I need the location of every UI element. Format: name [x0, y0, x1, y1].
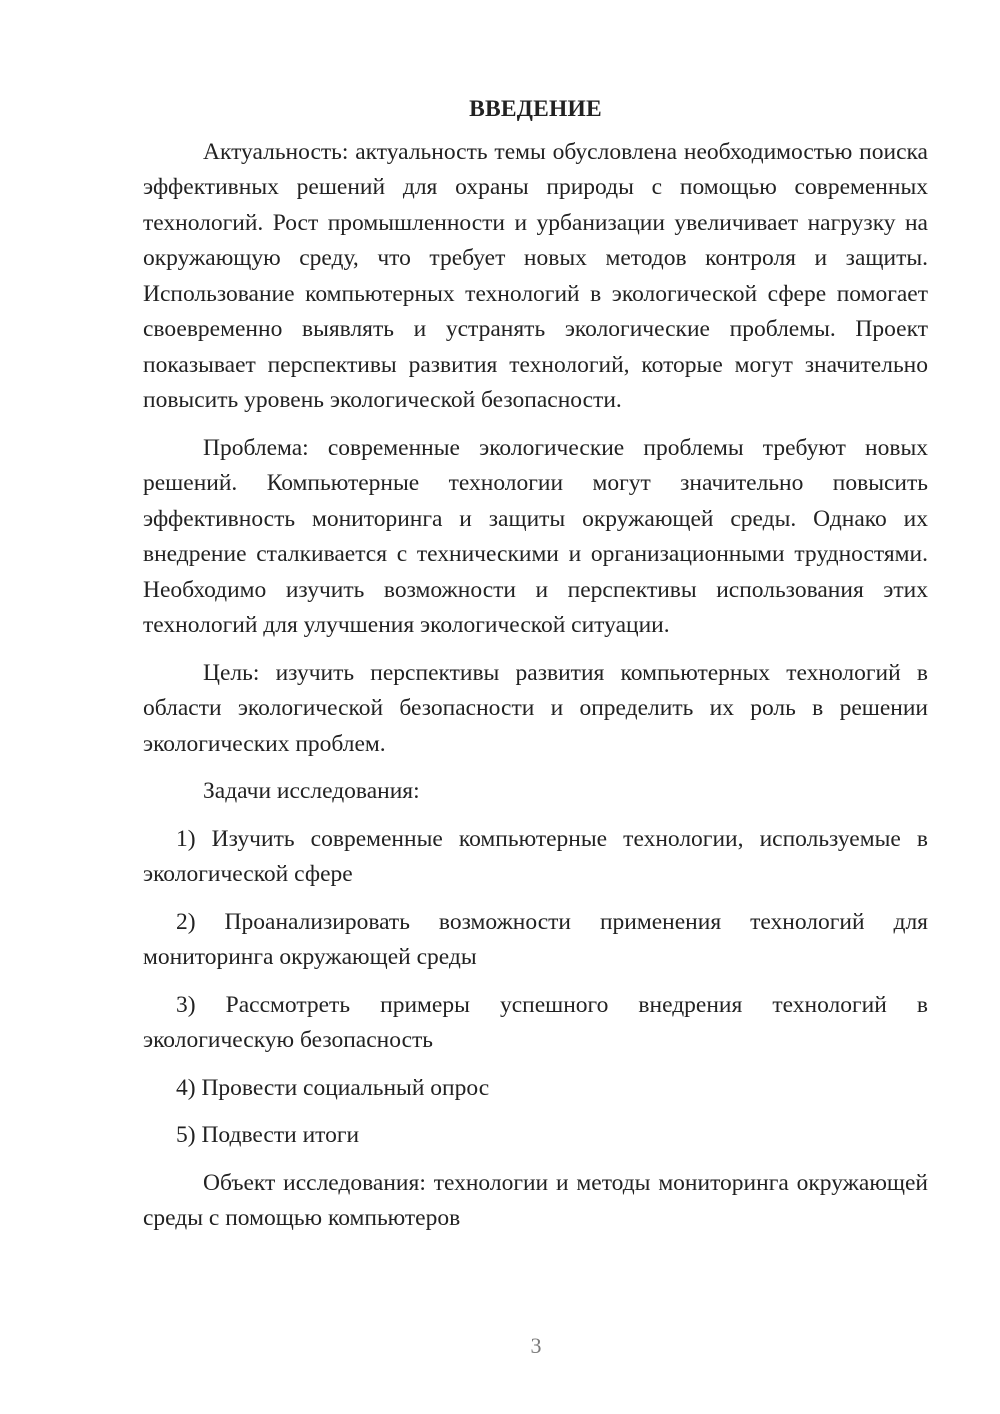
- paragraph-object: Объект исследования: технологии и методы мониторинга окружающей среды с помощью компьютеров: [143, 1169, 928, 1231]
- task-item: 5) Подвести итоги: [176, 1122, 360, 1148]
- page-title: ВВЕДЕНИЕ: [469, 96, 602, 122]
- page-content: [143, 92, 928, 1237]
- task-item: 1) Изучить современные компьютерные технологии, используемые в экологической сфере: [143, 825, 928, 887]
- paragraph-problem: Проблема: современные экологические проблемы требуют новых решений. Компьютерные технологии могут значительно повысить эффективность мониторинга и защиты окружающей среды. Однако их внедрение сталкивается с техническими и организационными трудностями. Необходимо изучить возможности и перспективы использования этих технологий для улучшения экологической ситуации.: [143, 434, 928, 638]
- tasks-heading: Задачи исследования:: [203, 778, 420, 804]
- paragraph-relevance: Актуальность: актуальность темы обусловлена необходимостью поиска эффективных решений для охраны природы с помощью современных технологий. Рост промышленности и урбанизации увеличивает нагрузку на окружающую среду, что требует новых методов контроля и защиты. Использование компьютерных технологий в экологической сфере помогает своевременно выявлять и устранять экологические проблемы. Проект показывает перспективы развития технологий, которые могут значительно повысить уровень экологической безопасности.: [143, 138, 928, 413]
- task-item: 3) Рассмотреть примеры успешного внедрения технологий в экологическую безопасность: [143, 991, 928, 1053]
- task-item: 4) Провести социальный опрос: [176, 1074, 490, 1101]
- page-number: 3: [530, 1333, 542, 1358]
- task-item: 2) Проанализировать возможности применения технологий для мониторинга окружающей среды: [143, 908, 928, 970]
- paragraph-goal: Цель: изучить перспективы развития компьютерных технологий в области экологической безопасности и определить их роль в решении экологических проблем.: [143, 659, 928, 757]
